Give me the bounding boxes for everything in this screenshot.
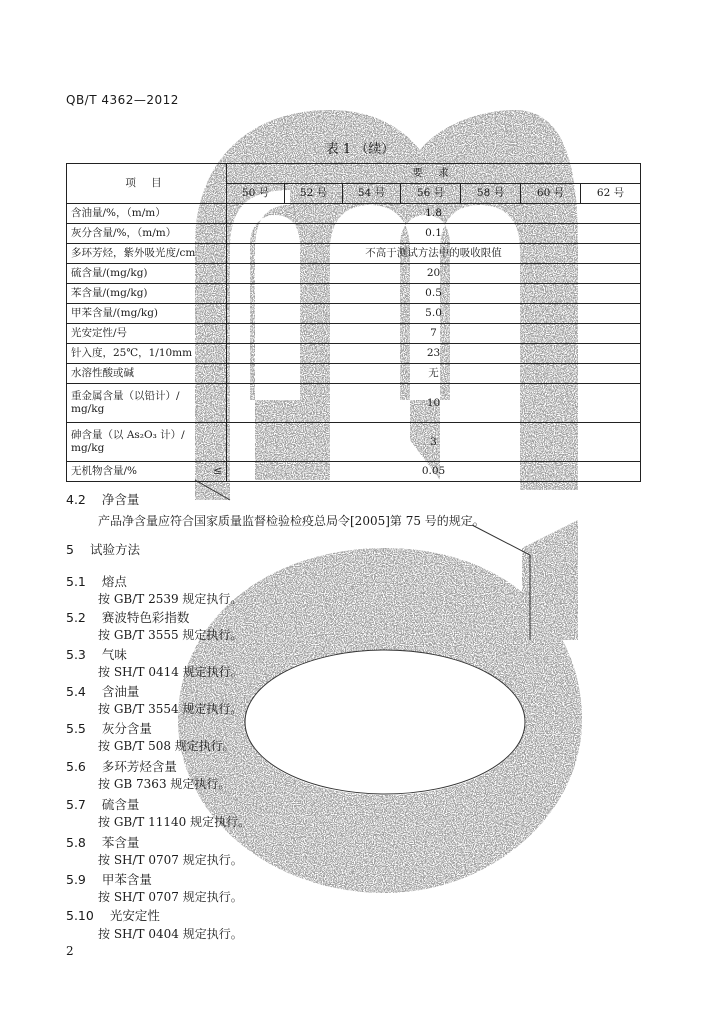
method-title: 含油量 (101, 684, 140, 699)
grade-header: 60 号 (521, 184, 581, 204)
method-title: 光安定性 (109, 908, 160, 923)
item-column-header: 项 目 (67, 164, 227, 204)
requirements-table (66, 163, 641, 482)
table-row (67, 304, 641, 324)
method-heading (66, 645, 127, 663)
grade-header: 56 号 (401, 184, 461, 204)
method-heading (66, 795, 139, 813)
section-5-heading (66, 540, 140, 558)
method-number: 5.1 (66, 574, 86, 589)
row-value: 1.8 (227, 204, 641, 224)
row-item: 水溶性酸或碱 (67, 364, 227, 384)
method-title: 甲苯含量 (101, 872, 152, 887)
row-item (67, 462, 227, 482)
method-heading (66, 719, 152, 737)
method-heading (66, 870, 152, 888)
row-value: 0.1 (227, 224, 641, 244)
table-row (67, 462, 641, 482)
table-row (67, 204, 641, 224)
method-title: 多环芳烃含量 (101, 759, 177, 774)
method-text: 按 GB/T 11140 规定执行。 (98, 815, 251, 829)
row-item: 硫含量/(mg/kg) (67, 264, 227, 284)
table-row (67, 384, 641, 423)
method-title: 赛波特色彩指数 (101, 610, 190, 625)
row-item: 针入度，25℃，1/10mm (67, 344, 227, 364)
method-number: 5.9 (66, 872, 86, 887)
method-title: 灰分含量 (101, 721, 152, 736)
row-item-line: mg/kg (71, 442, 105, 454)
table-row (67, 224, 641, 244)
requirement-column-header: 要 求 (227, 164, 641, 184)
row-item-label: 无机物含量/% (71, 465, 138, 477)
section-title: 试验方法 (89, 542, 140, 557)
method-text: 按 SH/T 0707 规定执行。 (98, 890, 243, 904)
method-number: 5.2 (66, 610, 86, 625)
grade-header: 52 号 (285, 184, 343, 204)
page-number: 2 (66, 944, 74, 958)
clause-4-2-text: 产品净含量应符合国家质量监督检验检疫总局令[2005]第 75 号的规定。 (98, 514, 485, 528)
table-title: 表 1 （续） (325, 142, 395, 157)
method-title: 硫含量 (101, 797, 140, 812)
row-item-line: 砷含量（以 As₂O₃ 计）/ (71, 429, 185, 441)
table-row (67, 364, 641, 384)
row-value: 10 (227, 384, 641, 423)
row-value: 0.05 (227, 462, 641, 482)
method-heading (66, 906, 160, 924)
method-number: 5.7 (66, 797, 86, 812)
row-value: 7 (227, 324, 641, 344)
clause-title: 净含量 (101, 492, 140, 507)
standard-code: QB/T 4362—2012 (66, 93, 179, 107)
table-row (67, 423, 641, 462)
method-title: 熔点 (101, 574, 127, 589)
method-number: 5.4 (66, 684, 86, 699)
method-heading (66, 757, 177, 775)
method-text: 按 GB/T 508 规定执行。 (98, 739, 235, 753)
row-item: 甲苯含量/(mg/kg) (67, 304, 227, 324)
method-heading (66, 572, 127, 590)
method-text: 按 GB/T 3555 规定执行。 (98, 628, 243, 642)
method-text: 按 GB 7363 规定执行。 (98, 777, 231, 791)
row-value: 23 (227, 344, 641, 364)
row-item: 多环芳烃，紫外吸光度/cm (67, 244, 227, 264)
row-value: 不高于测试方法中的吸收限值 (227, 244, 641, 264)
method-number: 5.6 (66, 759, 86, 774)
row-item (67, 384, 227, 423)
method-heading (66, 682, 139, 700)
table-row (67, 324, 641, 344)
row-value: 无 (227, 364, 641, 384)
row-item-line: 重金属含量（以铅计）/ (71, 390, 180, 402)
grade-header: 58 号 (461, 184, 521, 204)
grade-header: 62 号 (581, 184, 641, 204)
table-row (67, 344, 641, 364)
row-value: 0.5 (227, 284, 641, 304)
row-value: 5.0 (227, 304, 641, 324)
row-item (67, 423, 227, 462)
row-item: 苯含量/(mg/kg) (67, 284, 227, 304)
method-number: 5.10 (66, 908, 94, 923)
row-item: 含油量/%，（m/m） (67, 204, 227, 224)
method-heading (66, 833, 139, 851)
method-text: 按 SH/T 0707 规定执行。 (98, 853, 243, 867)
grade-header: 54 号 (343, 184, 401, 204)
method-heading (66, 608, 189, 626)
clause-4-2-heading (66, 490, 139, 508)
row-item-line: mg/kg (71, 403, 105, 415)
method-text: 按 GB/T 3554 规定执行。 (98, 702, 243, 716)
table-row (67, 244, 641, 264)
method-title: 苯含量 (101, 835, 140, 850)
row-value: 3 (227, 423, 641, 462)
method-number: 5.3 (66, 647, 86, 662)
method-title: 气味 (101, 647, 127, 662)
table-row (67, 264, 641, 284)
row-operator: ≤ (213, 465, 222, 477)
table-row (67, 284, 641, 304)
grade-header: 50 号 (227, 184, 285, 204)
row-value: 20 (227, 264, 641, 284)
table-header-row (67, 164, 641, 184)
row-item: 灰分含量/%，（m/m） (67, 224, 227, 244)
method-text: 按 SH/T 0414 规定执行。 (98, 665, 243, 679)
method-number: 5.8 (66, 835, 86, 850)
section-number: 5 (66, 542, 74, 557)
method-text: 按 SH/T 0404 规定执行。 (98, 927, 243, 941)
row-item: 光安定性/号 (67, 324, 227, 344)
method-number: 5.5 (66, 721, 86, 736)
method-text: 按 GB/T 2539 规定执行。 (98, 592, 243, 606)
clause-number: 4.2 (66, 492, 86, 507)
